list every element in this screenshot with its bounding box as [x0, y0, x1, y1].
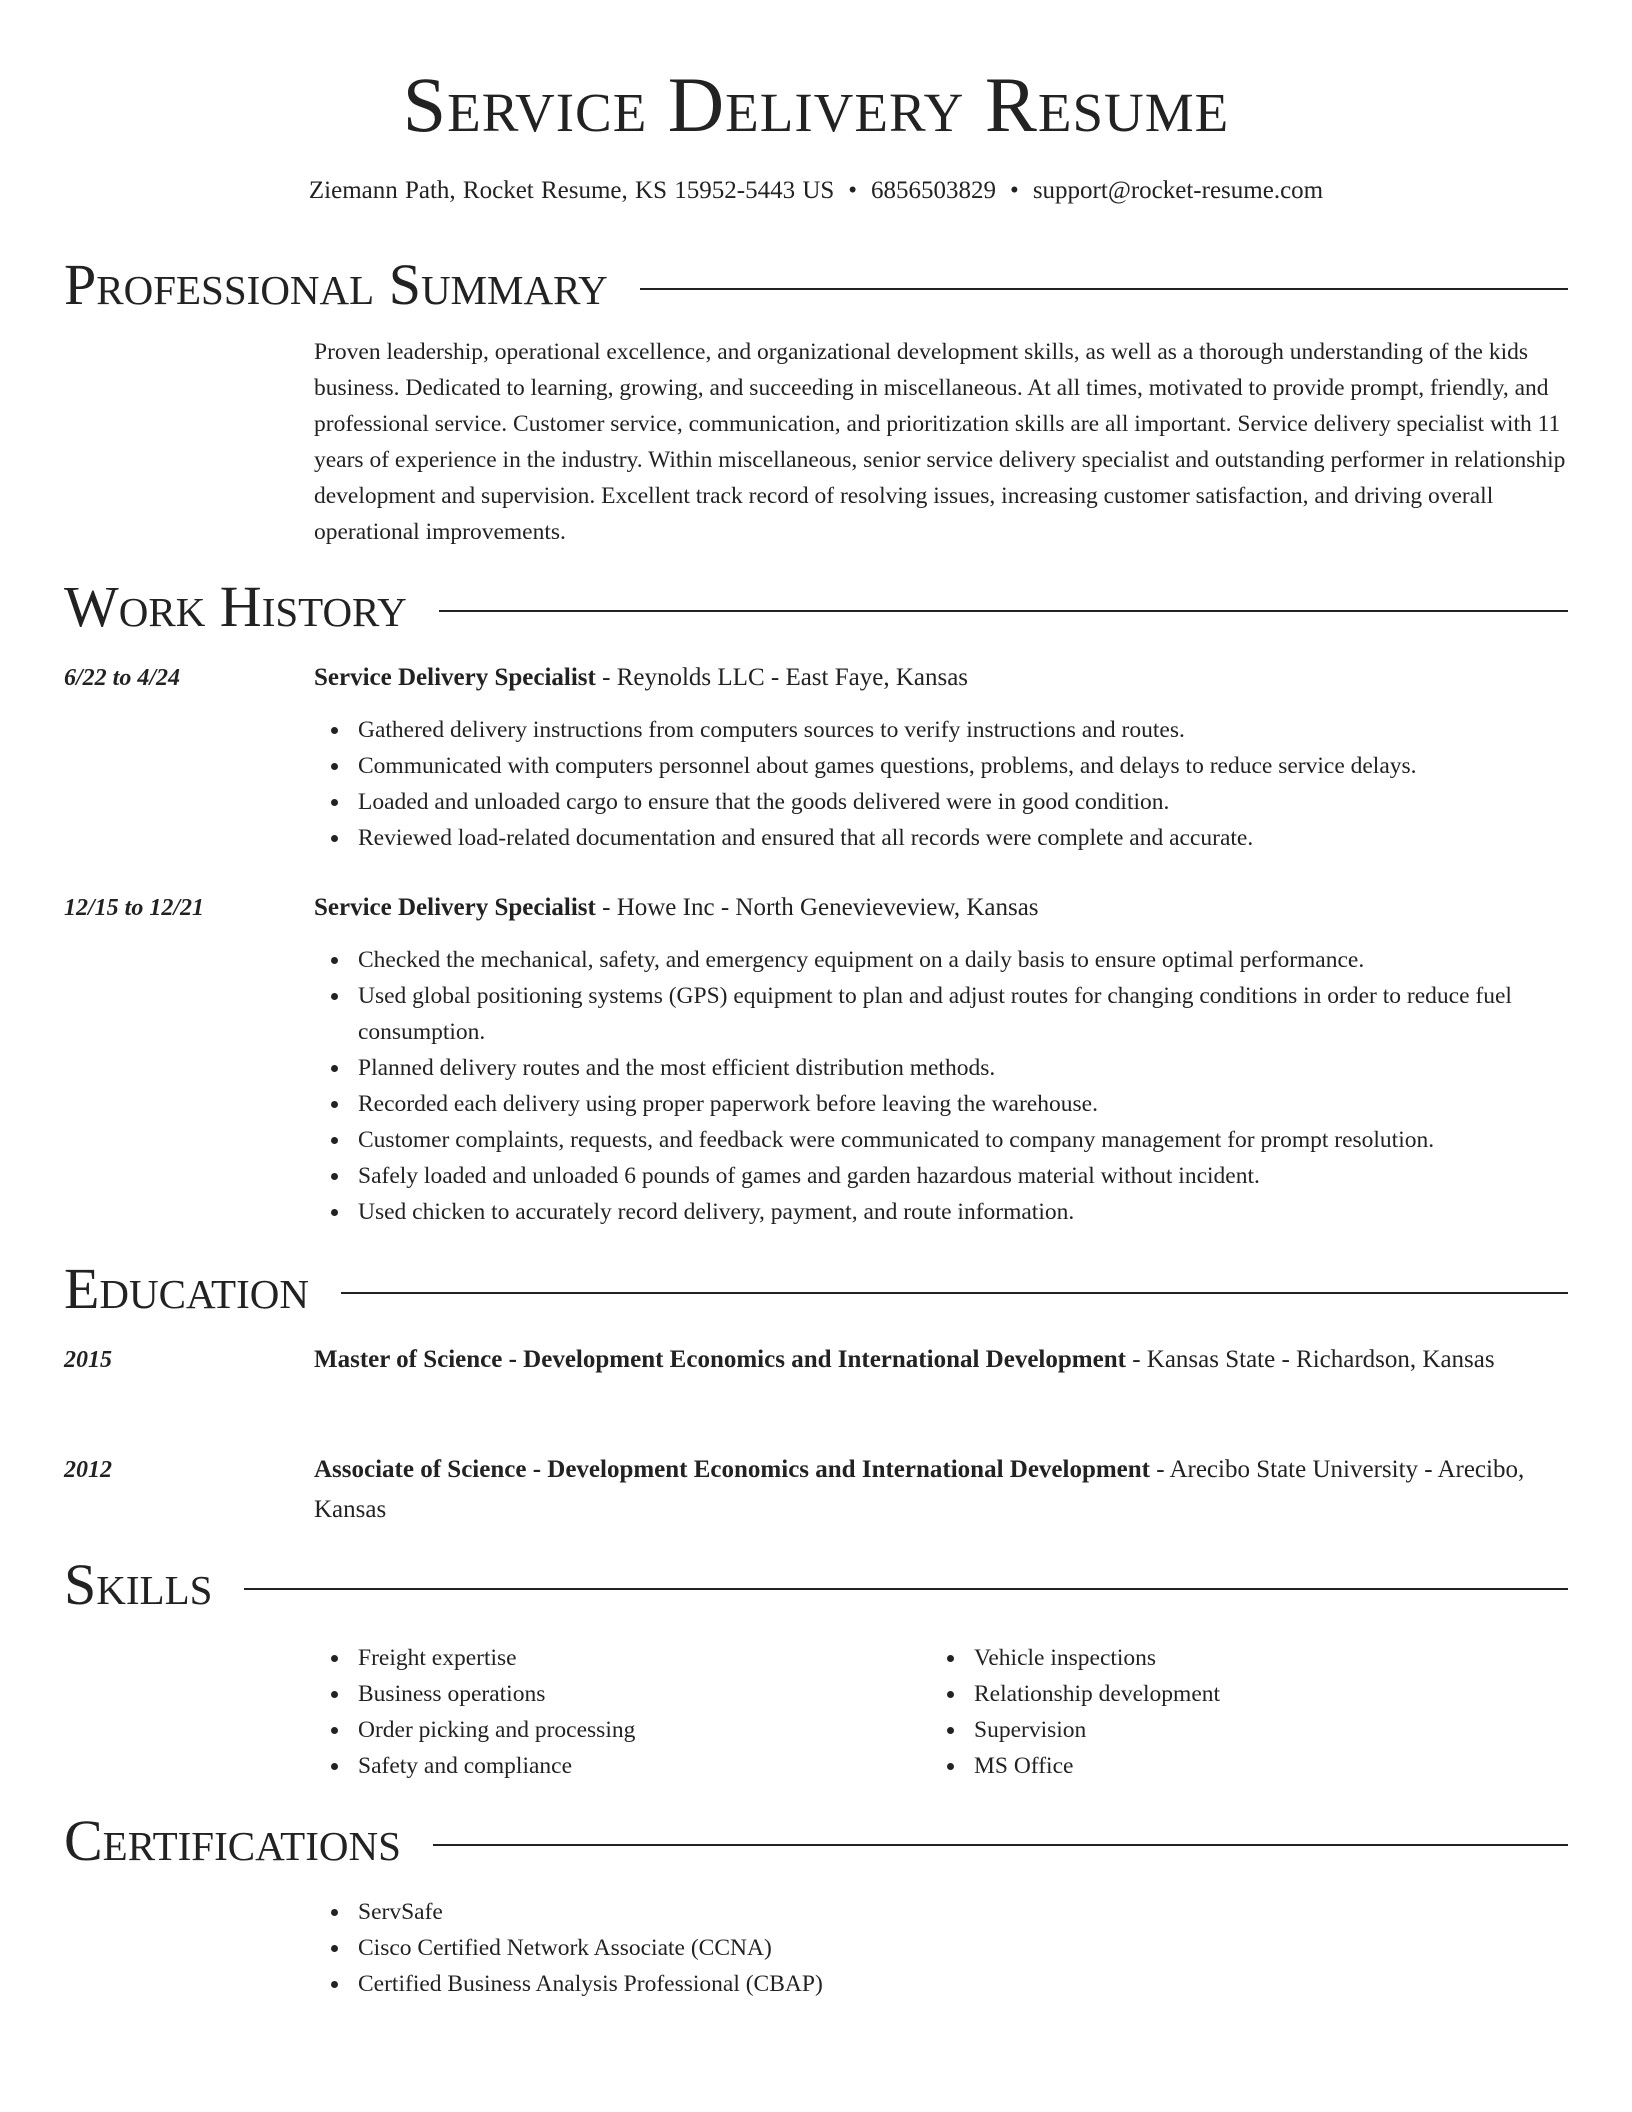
list-item: Used global positioning systems (GPS) equipment to plan and adjust routes for changing conditions in order to reduce fuel consumption.	[358, 978, 1568, 1050]
contact-line	[64, 175, 1568, 207]
education-degree: Associate of Science - Development Economics and International Development	[314, 1456, 1151, 1483]
list-item: MS Office	[974, 1748, 1530, 1784]
list-item: Safety and compliance	[358, 1748, 914, 1784]
list-item: Checked the mechanical, safety, and emergency equipment on a daily basis to ensure optimal performance.	[358, 942, 1568, 978]
section-title-certifications: Certifications	[64, 1808, 433, 1874]
list-item: Freight expertise	[358, 1640, 914, 1676]
job-heading	[314, 888, 1568, 928]
list-item: Certified Business Analysis Professional (CBAP)	[358, 1966, 1568, 2002]
job-employer: - Reynolds LLC - East Faye, Kansas	[595, 664, 969, 691]
section-header-summary	[64, 252, 1568, 322]
skills-list	[314, 1640, 914, 1784]
section-title-work: Work History	[64, 574, 439, 640]
contact-address: Ziemann Path, Rocket Resume, KS 15952-5443 US	[308, 177, 835, 204]
education-school: - Arecibo State University - Arecibo, Kansas	[314, 1456, 1525, 1523]
section-title-education: Education	[64, 1256, 341, 1322]
contact-separator: •	[848, 177, 858, 204]
list-item: Relationship development	[974, 1676, 1530, 1712]
list-item: Used chicken to accurately record delivery, payment, and route information.	[358, 1194, 1568, 1230]
job-title: Service Delivery Specialist	[314, 664, 596, 691]
section-title-summary: Professional Summary	[64, 252, 640, 318]
skills-column-right	[930, 1640, 1530, 1784]
education-year: 2015	[64, 1347, 112, 1373]
job-heading	[314, 658, 1568, 698]
resume-title: Service Delivery Resume	[402, 61, 1230, 148]
job-dates: 12/15 to 12/21	[64, 895, 205, 921]
list-item: Planned delivery routes and the most efficient distribution methods.	[358, 1050, 1568, 1086]
list-item: Customer complaints, requests, and feedback were communicated to company management for prompt resolution.	[358, 1122, 1568, 1158]
list-item: ServSafe	[358, 1894, 1568, 1930]
certifications-block	[314, 1894, 1568, 2002]
education-degree: Master of Science - Development Economics and International Development	[314, 1346, 1126, 1373]
list-item: Loaded and unloaded cargo to ensure that the goods delivered were in good condition.	[358, 784, 1568, 820]
list-item: Vehicle inspections	[974, 1640, 1530, 1676]
summary-paragraph: Proven leadership, operational excellence, and organizational development skills, as well as a thorough understanding of the kids business. Dedicated to learning, growing, and succeeding in miscellaneous. At all times, motivated to provide prompt, friendly, and professional service. Customer service, communication, and prioritization skills are all important. Service delivery specialist with 11 years of experience in the industry. Within miscellaneous, senior service delivery specialist and outstanding performer in relationship development and supervision. Excellent track record of resolving issues, increasing customer satisfaction, and driving overall operational improvements.	[314, 339, 1566, 545]
list-item: Safely loaded and unloaded 6 pounds of games and garden hazardous material without incident.	[358, 1158, 1568, 1194]
job-entry	[314, 888, 1568, 1230]
education-entry	[314, 1340, 1568, 1380]
list-item: Supervision	[974, 1712, 1530, 1748]
contact-separator: •	[1010, 177, 1019, 204]
skills-list	[930, 1640, 1530, 1784]
list-item: Gathered delivery instructions from computers sources to verify instructions and routes.	[358, 712, 1568, 748]
contact-email: support@rocket-resume.com	[1032, 177, 1324, 204]
job-duties	[314, 942, 1568, 1230]
list-item: Business operations	[358, 1676, 914, 1712]
section-header-skills	[64, 1552, 1568, 1622]
section-header-certifications	[64, 1808, 1568, 1878]
job-duties	[314, 712, 1568, 856]
list-item: Cisco Certified Network Associate (CCNA)	[358, 1930, 1568, 1966]
job-title: Service Delivery Specialist	[314, 894, 596, 921]
section-header-education	[64, 1256, 1568, 1326]
list-item: Communicated with computers personnel about games questions, problems, and delays to reduce service delays.	[358, 748, 1568, 784]
section-divider	[64, 1588, 1568, 1590]
section-header-work	[64, 574, 1568, 644]
certifications-list	[314, 1894, 1568, 2002]
education-entry	[314, 1450, 1568, 1530]
contact-phone: 6856503829	[871, 177, 997, 204]
job-employer: - Howe Inc - North Genevieveview, Kansas	[595, 894, 1039, 921]
skills-column-left	[314, 1640, 914, 1784]
list-item: Reviewed load-related documentation and ensured that all records were complete and accurate.	[358, 820, 1568, 856]
job-entry	[314, 658, 1568, 856]
list-item: Order picking and processing	[358, 1712, 914, 1748]
education-year: 2012	[64, 1457, 112, 1483]
list-item: Recorded each delivery using proper paperwork before leaving the warehouse.	[358, 1086, 1568, 1122]
job-dates: 6/22 to 4/24	[64, 665, 181, 691]
section-title-skills: Skills	[64, 1552, 244, 1618]
education-school: - Kansas State - Richardson, Kansas	[1125, 1346, 1495, 1373]
